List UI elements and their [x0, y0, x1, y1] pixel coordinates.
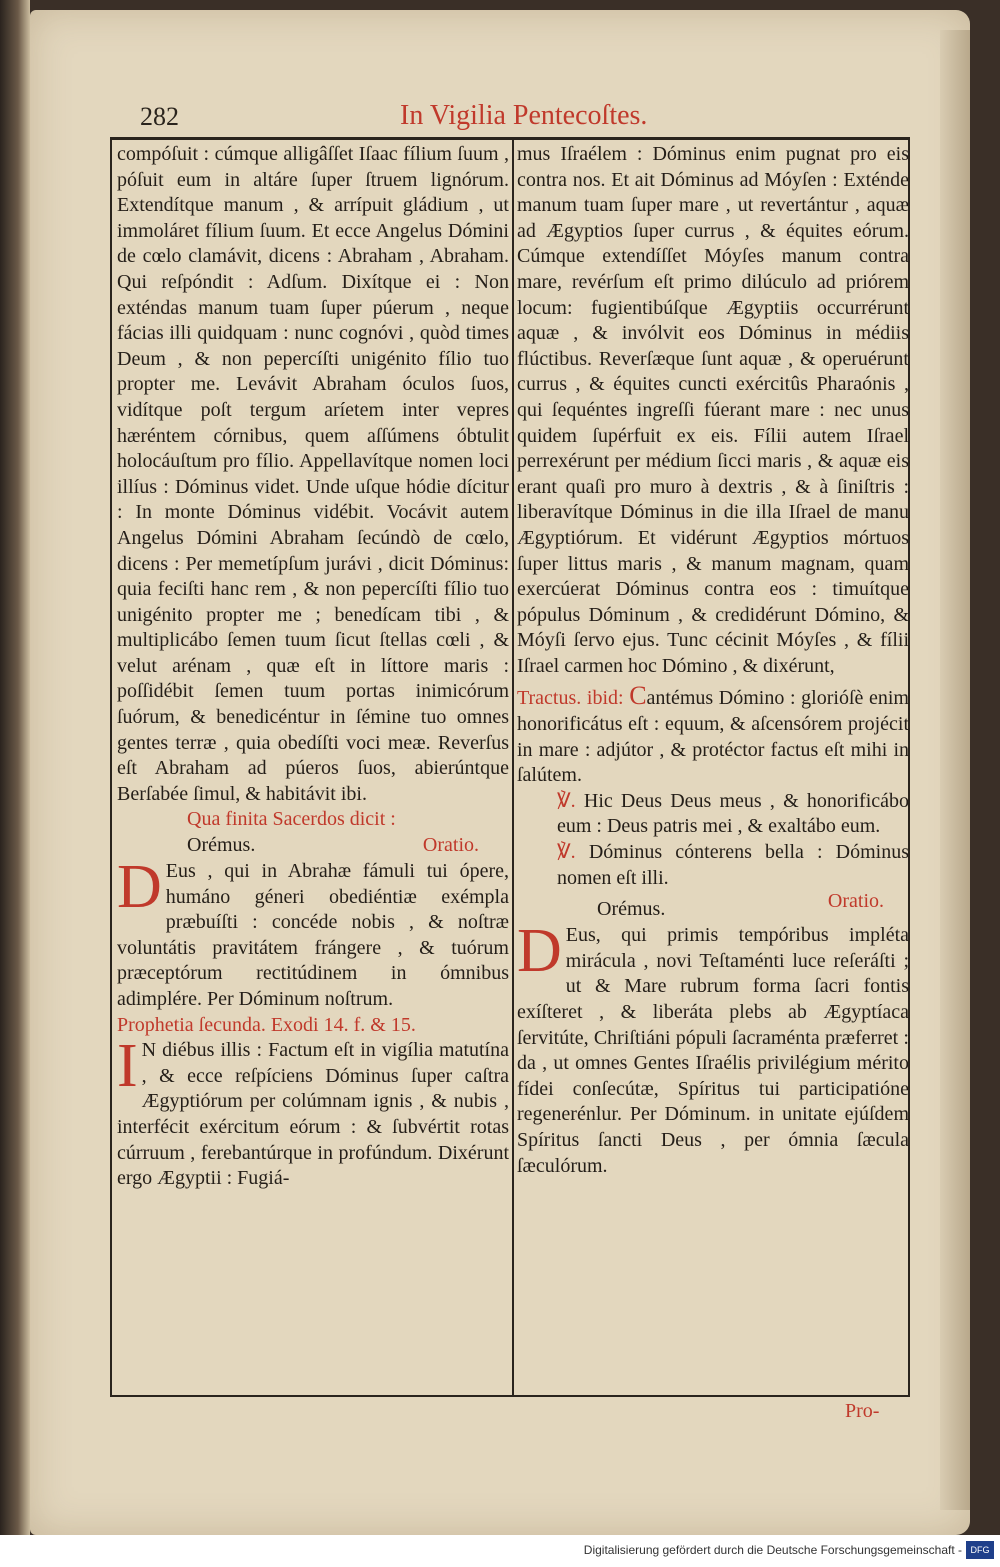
running-title: In Vigilia Pentecoſtes.: [400, 100, 648, 131]
versicle-1: [517, 789, 909, 840]
catchword: Pro-: [845, 1400, 880, 1422]
oremus-line: [117, 833, 509, 859]
oremus-label: Orémus.: [597, 898, 666, 921]
oratio-label: Oratio.: [827, 890, 884, 913]
collect-prayer: [117, 853, 509, 1013]
versicle-1-text: Hic Deus Deus meus , & honorificábo eum : Deus patris mei , & exaltábo eum.: [557, 789, 909, 838]
left-column: [117, 142, 509, 1392]
drop-cap: D: [517, 917, 562, 986]
page-edge: [940, 30, 970, 1510]
digitization-footer: [0, 1535, 1000, 1567]
footer-credit: Digitalisierung gefördert durch die Deutsche Forschungsgemeinschaft -: [583, 1543, 962, 1557]
versicle-2-text: Dóminus cónterens bella : Dóminus nomen eſt illi.: [557, 841, 909, 889]
collect-text: Eus, qui primis tempóribus impléta mirácula , novi Teſtaménti luce reſeráſti ; ut & Mare rubrum forma ſacri fontis exíſteret , & liberáta plebs ab Ægyptíaca ſervitúte, Chriſtiáni pópuli ſacraménta præferret : da , ut omnes Gentes Iſraélis privilégium mérito fídei conſecútæ, Spíritus tui participatióne regenerénlur. Per Dóminum. in unitate ejúſdem Spíritus ſancti Deus , per ómnia ſæcula ſæculórum.: [517, 924, 909, 1177]
collect-text: Eus , qui in Abrahæ fámuli tui ópere, humáno géneri obediéntiæ exémpla præbuíſti : concéde nobis , & noſtræ voluntátis pravitátem frángere , & tuórum præceptórum rectitúdinem in ómnibus adimplére. Per Dóminum noſtrum.: [117, 860, 509, 1010]
versicle-symbol: ℣.: [557, 789, 576, 812]
page-header: [110, 98, 910, 138]
tract-label: Tractus. ibid:: [517, 687, 624, 710]
tract-text: antémus Dómino : glorióſè enim honorificátus eſt : equum, & aſcensórem projécit in mare : adjútor , & protéctor factus eſt mihi in ſalútem.: [517, 687, 909, 787]
frame-rule-left: [110, 137, 112, 1397]
oratio-label: Oratio.: [422, 834, 479, 857]
column-divider: [512, 137, 514, 1397]
oremus-label: Orémus.: [187, 834, 256, 857]
oremus-line: [517, 890, 909, 923]
second-prophecy-text: N diébus illis : Factum eſt in vigília matutína , & ecce reſpíciens Dóminus ſuper caſtra Ægyptiórum per colúmnam ignis , & nubis , interfécit exércitum eórum : & ſubvértit rotas cúrruum , ferebantúrque in profúndum. Dixérunt ergo Ægyptii : Fugiá-: [117, 1039, 509, 1190]
drop-cap: D: [117, 853, 162, 922]
versicle-symbol: ℣.: [557, 841, 576, 864]
frame-rule-bottom: [110, 1395, 910, 1397]
drop-cap: I: [117, 1032, 138, 1101]
prophecy-heading: Prophetia ſecunda. Exodi 14. f. & 15.: [117, 1013, 416, 1036]
rubric-sacerdos: Qua finita Sacerdos dicit :: [187, 808, 396, 831]
exodus-text: mus Iſraélem : Dóminus enim pugnat pro eis contra nos. Et ait Dóminus ad Móyſen : Exténde manum tuam ſuper mare , ut revertántur , aquæ ad Ægyptios ſuper currus , & équites eórum. Cúmque extendíſſet Móyſes manum contra mare, revérſum eſt primo dilúculo ad priórem locum: fugientibúſque Ægyptiis occurrérunt aquæ , & invólvit eos Dóminus in médiis flúctibus. Reverſæque ſunt aquæ , & operuérunt currus , & équites cuncti exércitûs Pharaónis , qui ſequéntes ingreſſi fúerant mare : nec unus quidem ſupérfuit ex eis. Fílii autem Iſrael perrexérunt per médium ſicci maris , & aquæ eis erant quaſi pro muro à dextris , & à ſiniſtris : liberavítque Dóminus in die illa Iſrael de manu Ægyptiórum. Et vidérunt Ægyptios mórtuos ſuper littus maris , & manum magnam, quam exercúerat Dóminus contra eos : timuítque pópulus Dóminum , & credidérunt Dómino, & Móyſi ſervo ejus. Tunc cécinit Móyſes , & fílii Iſrael carmen hoc Dómino , & dixérunt,: [517, 143, 909, 677]
tract: [517, 683, 909, 788]
collect-prayer: [517, 917, 909, 1179]
versicle-2: [517, 840, 909, 891]
second-prophecy: [117, 1032, 509, 1192]
book-spine: [0, 0, 30, 1535]
frame-rule-top: [110, 137, 910, 140]
dfg-logo-icon: DFG: [966, 1541, 994, 1559]
prophecy-text: compóſuit : cúmque alligâſſet Iſaac fílium ſuum , póſuit eum in altáre ſuper ſtruem lignórum. Extendítque manum , & arrípuit gládium , ut immoláret fílium ſuum. Et ecce Angelus Dómini de cœlo clamávit, dicens : Abraham , Abraham. Qui reſpóndit : Adſum. Dixítque ei : Non exténdas manum tuam ſuper púerum , neque fácias illi quidquam : nunc cognóvi , quòd times Deum , & non pepercíſti unigénito fílio tuo propter me. Levávit Abraham óculos ſuos, vidítque poſt tergum aríetem inter vepres hæréntem córnibus, quem aſſúmens óbtulit holocáuſtum pro fílio. Appellavítque nomen loci illíus : Dóminus videt. Unde uſque hódie dícitur : In monte Dóminus vidébit. Vocávit autem Angelus Dómini Abraham ſecúndò de cœlo, dicens : Per memetípſum jurávi , dicit Dóminus: quia feciſti hanc rem , & non pepercíſti fílio tuo unigénito propter me ; benedícam tibi , & multiplicábo ſemen tuum ſicut ſtellas cœli , & velut arénam , quæ eſt in líttore maris : poſſidébit ſemen tuum portas inimicórum ſuórum, & benedicéntur in ſémine tuo omnes gentes terræ , quia obedíſti voci meæ. Reverſus eſt Abraham ad púeros ſuos, abierúntque Berſabée ſimul, & habitávit ibi.: [117, 143, 509, 805]
tract-initial: C: [629, 681, 647, 711]
right-column: [517, 142, 909, 1392]
page-number: 282: [140, 102, 179, 131]
